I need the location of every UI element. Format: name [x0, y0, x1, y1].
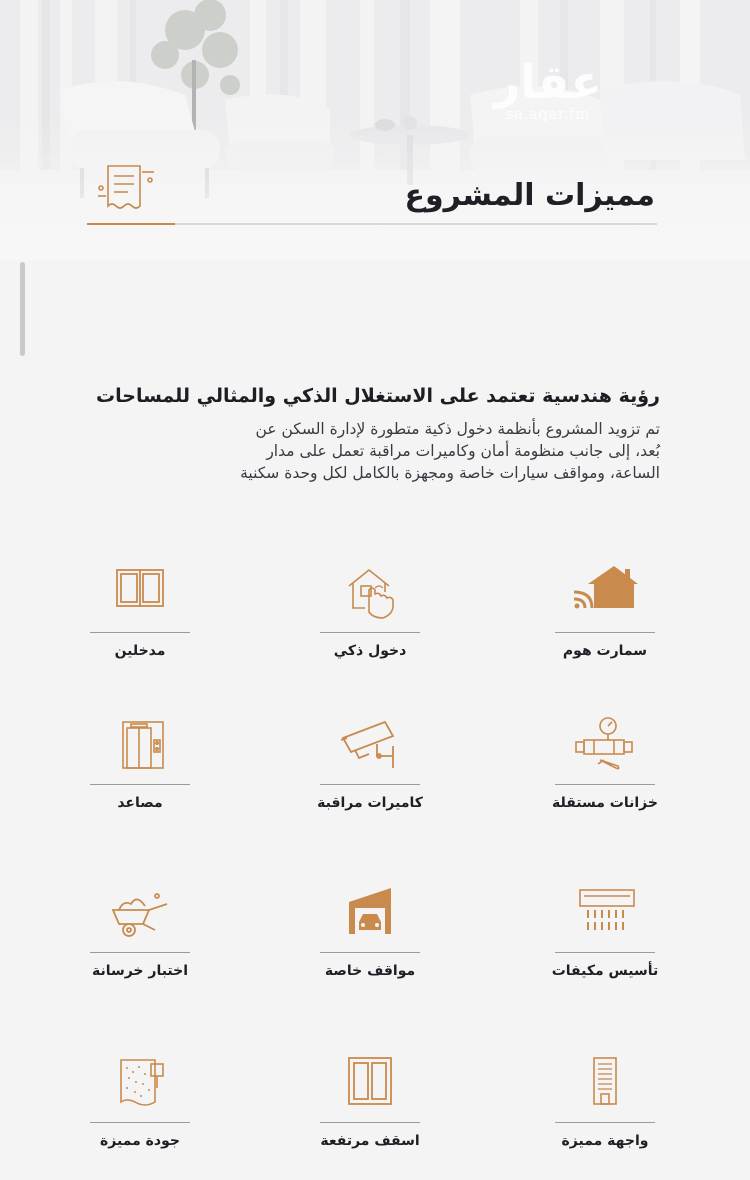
private-parking-icon: [335, 884, 405, 944]
feature-label: مصاعد: [117, 795, 163, 811]
feature-smart-entry: [320, 564, 420, 674]
feature-label: خزانات مستقلة: [552, 795, 658, 811]
title-underline: [87, 223, 657, 225]
feature-label: جودة مميزة: [100, 1133, 180, 1149]
feature-label: اختبار خرسانة: [91, 963, 189, 979]
feature-label: تأسيس مكيفات: [551, 963, 659, 979]
feature-label: دخول ذكي: [333, 643, 407, 659]
intro-heading: رؤية هندسية تعتمد على الاستغلال الذكي والمثالي للمساحات: [96, 385, 660, 407]
elevator-icon: [105, 716, 175, 776]
document-certificate-icon: [96, 160, 158, 216]
smart-home-icon: [570, 564, 640, 624]
air-conditioner-icon: [570, 884, 640, 944]
feature-facade: [555, 1054, 655, 1164]
quality-finish-icon: [105, 1054, 175, 1114]
feature-label: اسقف مرتفعة: [320, 1133, 420, 1149]
concrete-wheelbarrow-icon: [105, 884, 175, 944]
hero-banner: [0, 0, 750, 260]
feature-private-parking: [320, 884, 420, 994]
feature-label: مدخلين: [114, 643, 166, 659]
lounge-photo: [0, 0, 750, 260]
section-title: مميزات المشروع: [404, 178, 655, 213]
feature-cameras: [317, 716, 423, 826]
feature-high-ceilings: [320, 1054, 420, 1164]
intro-paragraph: [80, 418, 660, 484]
feature-label: واجهة مميزة: [561, 1133, 649, 1149]
watermark-brand: عقار: [493, 55, 602, 109]
feature-two-entrances: [90, 564, 190, 674]
security-camera-icon: [335, 716, 405, 776]
feature-quality: [90, 1054, 190, 1164]
building-facade-icon: [570, 1054, 640, 1114]
feature-elevators: [90, 716, 190, 826]
high-ceiling-window-icon: [335, 1054, 405, 1114]
water-tank-meter-icon: [570, 716, 640, 776]
feature-label: سمارت هوم: [562, 643, 648, 659]
scrollbar-thumb[interactable]: [20, 262, 25, 356]
feature-water-tanks: [552, 716, 658, 826]
feature-smart-home: [555, 564, 655, 674]
feature-label: مواقف خاصة: [324, 963, 416, 979]
intro-line: بُعد، إلى جانب منظومة أمان وكاميرات مراقبة تعمل على مدار: [266, 442, 660, 460]
two-entrances-icon: [105, 564, 175, 624]
feature-concrete-test: [90, 884, 190, 994]
intro-line: الساعة، ومواقف سيارات خاصة ومجهزة بالكامل لكل وحدة سكنية: [240, 464, 660, 482]
smart-entry-icon: [335, 564, 405, 624]
feature-ac: [551, 884, 659, 994]
aqar-watermark: [493, 55, 602, 123]
intro-line: تم تزويد المشروع بأنظمة دخول ذكية متطورة لإدارة السكن عن: [255, 420, 660, 438]
feature-label: كاميرات مراقبة: [317, 795, 423, 811]
watermark-url: sa.aqar.fm: [505, 105, 590, 123]
